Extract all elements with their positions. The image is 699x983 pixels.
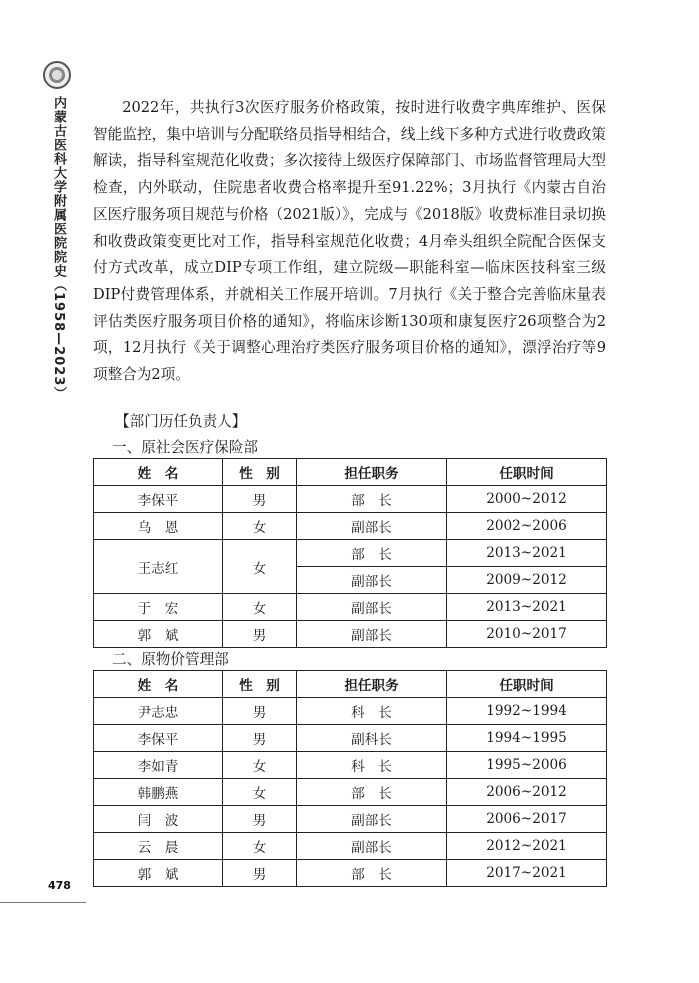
table-row <box>94 698 607 725</box>
cell-gender: 女 <box>223 779 297 806</box>
cell-gender: 男 <box>223 806 297 833</box>
cell-gender: 男 <box>223 621 297 648</box>
book-side-title: 内蒙古医科大学附属医院院史（1958—2023） <box>51 96 66 401</box>
cell-name: 李保平 <box>94 725 223 752</box>
cell-name: 王志红 <box>94 540 223 594</box>
cell-term: 2012~2021 <box>447 833 607 860</box>
body-paragraph: 2022年，共执行3次医疗服务价格政策，按时进行收费字典库维护、医保智能监控，集中培训与分配联络员指导相结合，线上线下多种方式进行收费政策解读，指导科室规范化收费；多次接待上级医疗保障部门、市场监督管理局大型检查，内外联动，住院患者收费合格率提升至91.22%；3月执行《内蒙古自治区医疗服务项目规范与价格（2021版）》，完成与《2018版》收费标准目录切换和收费政策变更比对工作，指导科室规范化收费；4月牵头组织全院配合医保支付方式改革，成立DIP专项工作组，建立院级—职能科室—临床医技科室三级DIP付费管理体系，并就相关工作展开培训。7月执行《关于整合完善临床量表评估类医疗服务项目价格的通知》，将临床诊断130项和康复医疗26项整合为2项，12月执行《关于调整心理治疗类医疗服务项目价格的通知》，漂浮治疗等9项整合为2项。 <box>93 99 606 384</box>
cell-term: 2013~2021 <box>447 540 607 567</box>
dept1-table <box>93 458 607 648</box>
cell-position: 科 长 <box>297 752 447 779</box>
cell-gender: 女 <box>223 540 297 594</box>
cell-name: 乌 恩 <box>94 513 223 540</box>
cell-position: 副部长 <box>297 513 447 540</box>
table-row <box>94 513 607 540</box>
cell-position: 部 长 <box>297 860 447 887</box>
col-header-term: 任职时间 <box>447 671 607 698</box>
dept1-title: 一、原社会医疗保险部 <box>112 439 258 456</box>
cell-term: 2013~2021 <box>447 594 607 621</box>
cell-position: 副部长 <box>297 567 447 594</box>
cell-gender: 女 <box>223 513 297 540</box>
table-row <box>94 540 607 567</box>
cell-position: 副部长 <box>297 621 447 648</box>
cell-gender: 男 <box>223 486 297 513</box>
table-row <box>94 725 607 752</box>
cell-position: 部 长 <box>297 540 447 567</box>
cell-position: 副部长 <box>297 806 447 833</box>
cell-term: 2000~2012 <box>447 486 607 513</box>
table-row <box>94 752 607 779</box>
cell-term: 2006~2017 <box>447 806 607 833</box>
cell-name: 李如青 <box>94 752 223 779</box>
cell-term: 2002~2006 <box>447 513 607 540</box>
cell-position: 副部长 <box>297 594 447 621</box>
cell-name: 云 晨 <box>94 833 223 860</box>
dept2-title: 二、原物价管理部 <box>112 651 229 668</box>
cell-term: 2010~2017 <box>447 621 607 648</box>
cell-term: 1994~1995 <box>447 725 607 752</box>
page-number: 478 <box>48 879 71 892</box>
table-row <box>94 860 607 887</box>
cell-gender: 女 <box>223 752 297 779</box>
cell-position: 副科长 <box>297 725 447 752</box>
cell-position: 副部长 <box>297 833 447 860</box>
cell-name: 韩鹏燕 <box>94 779 223 806</box>
table-row <box>94 779 607 806</box>
cell-position: 科 长 <box>297 698 447 725</box>
cell-gender: 男 <box>223 698 297 725</box>
cell-name: 郭 斌 <box>94 621 223 648</box>
col-header-gender: 性 别 <box>223 459 297 486</box>
cell-term: 1992~1994 <box>447 698 607 725</box>
section-heading: 【部门历任负责人】 <box>115 413 247 430</box>
cell-name: 闫 波 <box>94 806 223 833</box>
cell-position: 部 长 <box>297 779 447 806</box>
cell-term: 2006~2012 <box>447 779 607 806</box>
cell-position: 部 长 <box>297 486 447 513</box>
cell-term: 2017~2021 <box>447 860 607 887</box>
table-row <box>94 833 607 860</box>
table-header-row <box>94 671 607 698</box>
university-logo-icon <box>43 61 71 89</box>
cell-name: 郭 斌 <box>94 860 223 887</box>
col-header-name: 姓 名 <box>94 459 223 486</box>
table-header-row <box>94 459 607 486</box>
cell-term: 1995~2006 <box>447 752 607 779</box>
col-header-position: 担任职务 <box>297 459 447 486</box>
col-header-gender: 性 别 <box>223 671 297 698</box>
table-row <box>94 806 607 833</box>
cell-gender: 女 <box>223 833 297 860</box>
table-row <box>94 621 607 648</box>
col-header-term: 任职时间 <box>447 459 607 486</box>
table-row <box>94 594 607 621</box>
col-header-name: 姓 名 <box>94 671 223 698</box>
cell-gender: 女 <box>223 594 297 621</box>
table-row <box>94 486 607 513</box>
cell-name: 李保平 <box>94 486 223 513</box>
cell-name: 尹志忠 <box>94 698 223 725</box>
cell-term: 2009~2012 <box>447 567 607 594</box>
dept2-table <box>93 670 607 887</box>
cell-name: 于 宏 <box>94 594 223 621</box>
cell-gender: 男 <box>223 860 297 887</box>
page-number-rule <box>0 902 86 903</box>
cell-gender: 男 <box>223 725 297 752</box>
col-header-position: 担任职务 <box>297 671 447 698</box>
